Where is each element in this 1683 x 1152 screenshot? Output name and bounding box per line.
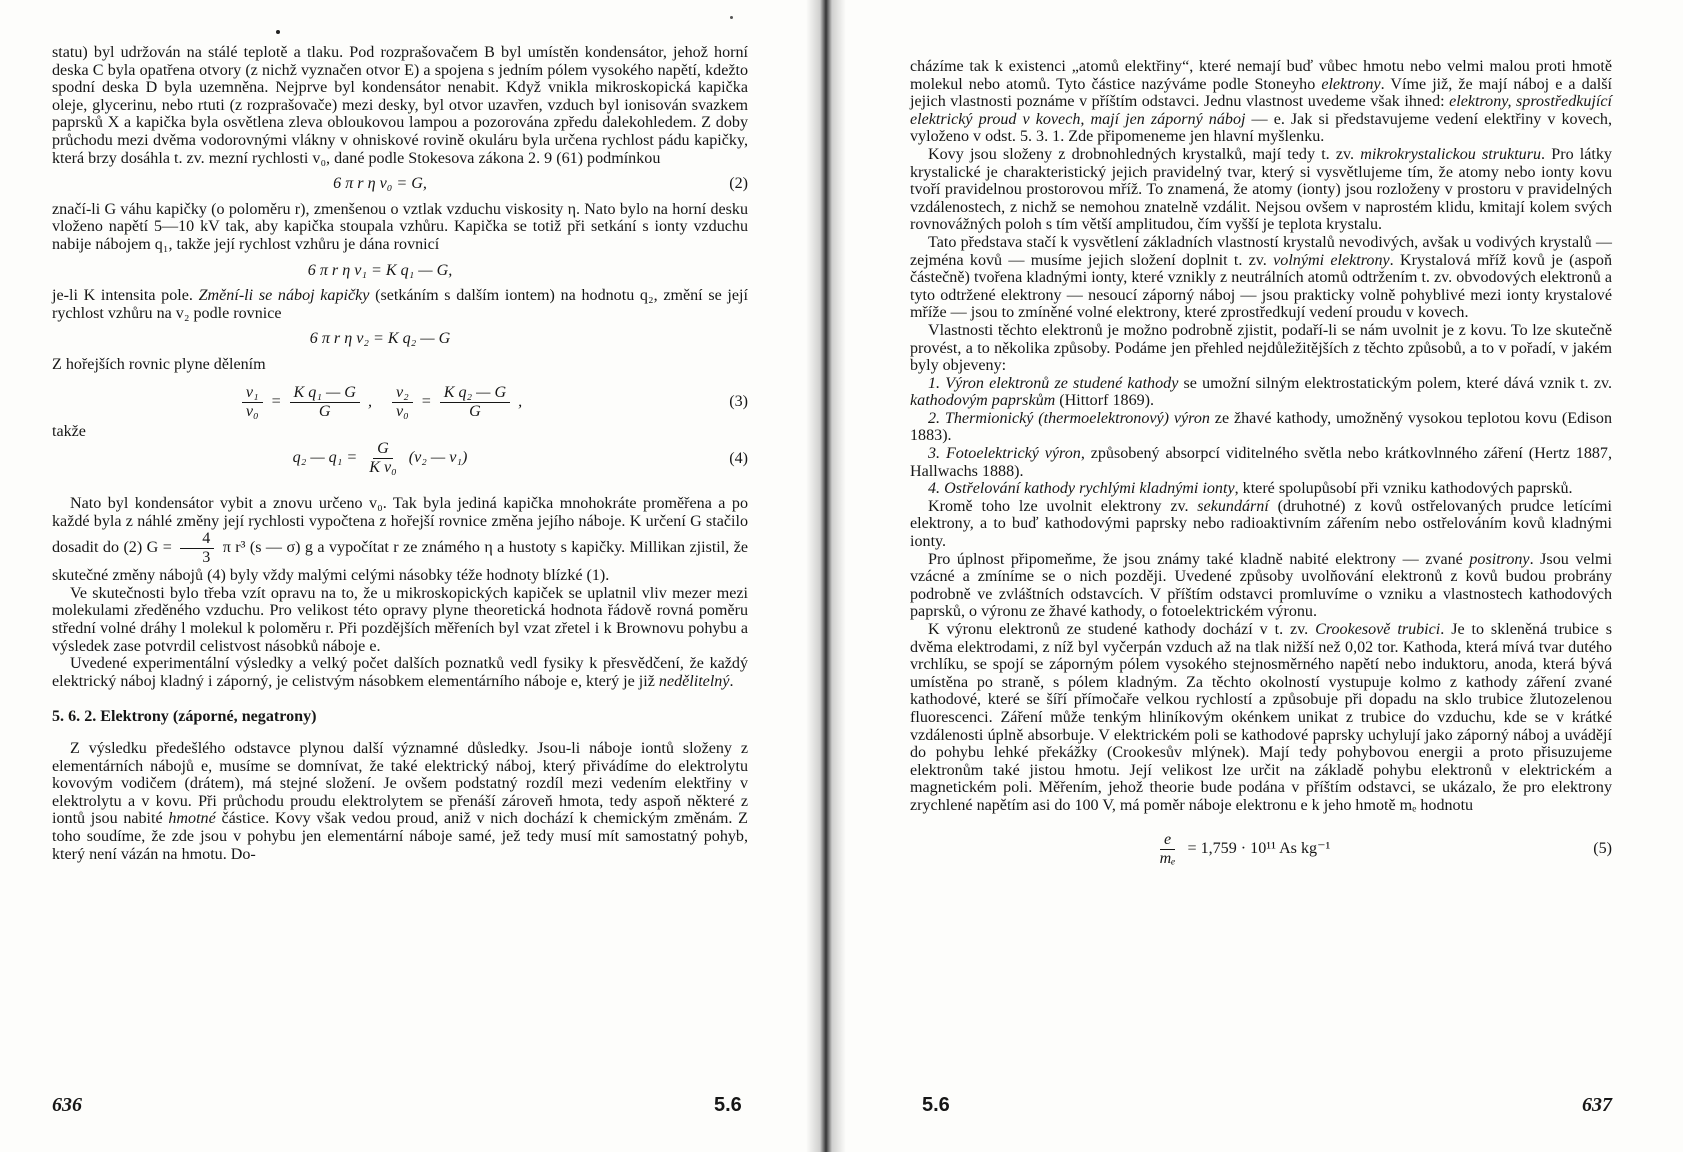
paragraph: Z výsledku předešlého odstavce plynou další významné důsledky. Jsou-li náboje iontů složeny z elementárních nábojů e, musíme se domnívat, že také elektrický náboj, který přivádíme do elektrolytu kovovým vodičem (drátem), má stejné složení. Je ovšem podstatný rozdíl mezi vedením elektřiny v elektrolytu a v kovu. Při průchodu proudu elektrolytem se přenáší zároveň hmota, tedy aspoň některé z iontů jsou nabité hmotné částice. Kovy však vedou proud, aniž v nich dochází k chemickým změnám. Z toho soudíme, že zde jsou v pohybu jen elementární náboje samé, jež tedy musí mít samostatný pohyb, který není vázán na hmotu. Do- [52,740,748,863]
paragraph: statu) byl udržován na stálé teplotě a tlaku. Pod rozprašovačem B byl umístěn kondensátor, jehož horní deska C byla opatřena otvory (z nichž vyznačen otvor E) a spojena s jedním pólem vysokého napětí, kdežto spodní deska D byla uzemněna. Nejprve byl kondensátor nenabit. Když vnikla mikroskopická kapička oleje, glycerinu, nebo rtuti (z rozprašovače) mezi desky, byl otvor uzavřen, vzduch byl ionisován svazkem paprsků X a kapička byla osvětlena zleva obloukovou lampou a pozorována zpředu dalekohledem. Z doby průchodu mezi dvěma vodorovnými vlákny v ohniskové rovině okuláru byla určena rychlost pádu kapičky, která brzy dosáhla t. zv. mezní rychlosti v₀, dané podle Stokesova zákona 2. 9 (61) podmínkou [52,44,748,167]
fraction: $\frac{\text{K q₁ — G}}{G}$ [290,384,360,421]
paragraph: cházíme tak k existenci „atomů elektřiny“, které nemají buď vůbec hmotu nebo velmi malou proti hmotě molekul nebo atomů. Tyto částice nazýváme podle Stoneyho elektrony. Víme již, že mají náboj e a další jejich vlastnosti poznáme v příštím odstavci. Jednu vlastnost uvedeme však ihned: elektrony, sprostředkující elektrický proud v kovech, mají jen záporný náboj — e. Jak si představujeme vedení elektřiny v kovech, vyloženo v odst. 5. 3. 1. Zde připomeneme jen hlavní myšlenku. [910,58,1612,146]
fraction: $\frac{\text{v₂}}{\text{v₀}}$ [392,384,413,421]
equation-new-speed [52,330,748,348]
print-speck [730,16,733,19]
paragraph: Z hořejších rovnic plyne dělením [52,355,266,373]
paragraph: je-li K intensita pole. Změní-li se náboj kapičky (setkáním s dalším iontem) na hodnotu q₂, změní se její rychlost vzhůru na v₂ podle rovnice [52,287,748,322]
fraction: $\frac{\text{K q₂ — G}}{G}$ [440,384,510,421]
section-marker: 5.6 [922,1094,950,1116]
paragraph: Ve skutečnosti bylo třeba vzít opravu na to, že u mikroskopických kapiček se uplatnil vliv mezer mezi molekulami zředěného vzduchu. Pro velikost této opravy plyne theoretická hodnota řádově rovná poměru střední volné dráhy l molekul k poloměru r. Při pozdějších měřeních byl vzat zřetel i k Brownovu pohybu a výsledek zase potvrdil celistvost násobků náboje e. [52,584,748,655]
list-item: 2. Thermionický (thermoelektronový) výron ze žhavé kathody, umožněný vysokou teplotou kovu (Edison 1883). [910,409,1612,445]
equation-number: (4) [729,449,748,467]
equation-body: 6 π r η v₀ = G, [333,175,427,193]
right-page [826,0,1683,1152]
fraction: $\frac{\text{v₁}}{\text{v₀}}$ [242,384,263,421]
equation-3 [52,384,748,421]
page-number: 636 [52,1094,82,1116]
paragraph: K výronu elektronů ze studené kathody dochází v t. zv. Crookesově trubici. Je to skleněná trubice s dvěma elektrodami, z níž byl vyčerpán vzduch až na tlak nižší než 0,02 tor. Kathoda, která mívá tvar dutého vrchlíku, se spojí se záporným pólem vysokého stejnosměrného napětí nebo induktoru, anoda, která bývá umístěna po straně, s pólem kladným. Za těchto okolností vystupuje kolmo z kathody záření zvané kathodové, které se šíří přímočaře velkou rychlostí a způsobuje při dopadu na sklo trubice žlutozelenou fluorescenci. Záření může tenkým hliníkovým okénkem unikat z trubice do vzduchu, kde se v krátké vzdálenosti úplně absorbuje. V elektrickém poli se kathodové paprsky uchylují jako záporný náboj a uvádějí do pohybu lehké překážky (Crookesův mlýnek). Mají tedy pohybovou energii a proto přisuzujeme elektronům také jistou hmotu. Její velikost lze určit na základě pohybu elektronů v elektrickém a magnetickém poli. Měřením, jehož theorie bude podána v příštím odstavci, se ukázalo, že pro elektrony zrychlené napětím asi do 100 V, má poměr náboje elektronu e k jeho hmotě mₑ hodnotu [910,621,1612,814]
list-item: 1. Výron elektronů ze studené kathody se umožní silným elektrostatickým polem, které dává vznik t. zv. kathodovým paprskům (Hittorf 1869). [910,374,1612,410]
fraction: $\frac{4}{3}$ [180,530,214,567]
paragraph: Uvedené experimentální výsledky a velký počet dalších poznatků vedl fysiky k přesvědčení, že každý elektrický náboj kladný i záporný, je celistvým násobkem elementárního náboje e, který je již nedělitelný. [52,655,748,690]
list-item: 3. Fotoelektrický výron, způsobený absorpcí viditelného světla nebo krátkovlnného záření (Hertz 1887, Hallwachs 1888). [910,445,1612,480]
list-item: 4. Ostřelování kathody rychlými kladnými ionty, které spolupůsobí při vzniku kathodových paprsků. [928,480,1573,498]
equation-4 [52,440,748,477]
takze-label: takže [52,422,86,440]
equation-body: $\frac{\text{v₁}}{\text{v₀}}$ = $\frac{\text{K q₁ — G}}{G}$ , $\frac{\text{v₂}}{\text{v₀}}$ = $\frac{\text{K q₂ — G}}{G}$ , [52,384,708,421]
equation-body: 6 π r η v₂ = K q₂ — G [309,330,451,348]
fraction: $\frac{e}{\text{mₑ}}$ [1159,830,1176,867]
right-text-column [910,58,1612,876]
left-page [0,0,826,1152]
paragraph: Nato byl kondensátor vybit a znovu určeno v₀. Tak byla jediná kapička mnohokráte proměřena a po každé byla z náhlé změny její rychlosti vypočtena z hořejší rovnice změna jejího náboje. K určení G stačilo dosadit do (2) G = $\frac{4}{3}$ π r³ (s — σ) g a vypočítat r ze známého η a hustoty s kapičky. Millikan zjistil, že skutečné změny nábojů (4) byly vždy malými celými násobky téže hodnoty blízké (1). [52,495,748,585]
print-mark [276,30,280,34]
paragraph: Kromě toho lze uvolnit elektrony zv. sekundární (druhotné) z kovů ostřelovaných prudce letícími elektrony, a to buď kathodovými paprsky nebo radioaktivním zářením nebo ostřelováním kovů kladnými ionty. [910,497,1612,551]
equation-number: (3) [729,393,748,411]
fraction: $\frac{G}{\text{K v₀}}$ [369,440,397,477]
page-number: 637 [1582,1094,1612,1116]
equation-rise-speed [52,262,748,280]
equation-body: q₂ — q₁ = $\frac{G}{\text{K v₀}}$ (v₂ — v₁) [292,440,468,477]
section-heading: 5. 6. 2. Elektrony (záporné, negatrony) [52,708,317,726]
equation-body: 6 π r η v₁ = K q₁ — G, [307,261,453,279]
paragraph: Tato představa stačí k vysvětlení základních vlastností krystalů nevodivých, avšak u vodivých krystalů — zejména kovů — musíme jejich složení doplnit t. zv. volnými elektrony. Krystalová mříž kovů je (aspoň částečně) tvořena kladnými ionty, které vznikly z neutrálních atomů odtržením t. zv. obvodových elektronů a tyto odtržené elektrony — nesoucí záporný náboj — jsou prakticky volně pohyblivé mezi ionty krystalové mříže — jsou to zmíněné volné elektrony, které zprostředkují vedení proudu v kovech. [910,233,1612,322]
paragraph: Pro úplnost připomeňme, že jsou známy také kladně nabité elektrony — zvané positrony. Jsou velmi vzácné a zmíníme se o nich později. Uvedené způsoby uvolňování elektronů z kovů budou probrány podrobně ve zvláštních odstavcích. V příštím odstavci promluvíme o vzniku a vlastnostech kathodových paprsků, o výronu ze žhavé kathody, o fotoelektrickém výronu. [910,550,1613,621]
equation-5 [910,831,1612,868]
section-marker: 5.6 [714,1094,742,1116]
equation-2 [52,175,748,193]
paragraph: Kovy jsou složeny z drobnohledných krystalků, mají tedy t. zv. mikrokrystalickou strukturu. Pro látky krystalické je charakteristický jejich pravidelný tvar, který si vysvětlujeme tím, že atomy nebo ionty kovu tvoří pravidelnou prostorovou mříž. To znamená, že atomy (ionty) jsou rozloženy v prostoru v pravidelných vzdálenostech, z nichž se nemohou znatelně vzdálit. Nejsou ovšem v naprostém klidu, kmitají kolem svých rovnovážných poloh s tím větší amplitudou, čím vyšší je teplota krystalu. [910,145,1612,234]
equation-body: $\frac{e}{\text{mₑ}}$ = 1,759 · 10¹¹ As kg⁻¹ [910,831,1572,868]
equation-number: (2) [729,175,748,193]
paragraph: Vlastnosti těchto elektronů je možno podrobně zjistit, podaří-li se nám uvolnit je z kovu. To lze skutečně provést, a to několika způsoby. Podáme jen přehled nejdůležitějších z těchto způsobů, a to v pořadí, v jakém byly objeveny: [910,321,1612,375]
book-gutter [806,0,846,1152]
equation-number: (5) [1593,840,1612,858]
left-text-column [52,44,748,863]
paragraph: značí-li G váhu kapičky (o poloměru r), zmenšenou o vztlak vzduchu viskosity η. Nato bylo na horní desku vloženo napětí 5—10 kV tak, aby kapička stoupala vzhůru. Kapička se totiž při setkání s ionty vzduchu nabije nábojem q₁, takže její rychlost vzhůru je dána rovnicí [52,200,748,253]
